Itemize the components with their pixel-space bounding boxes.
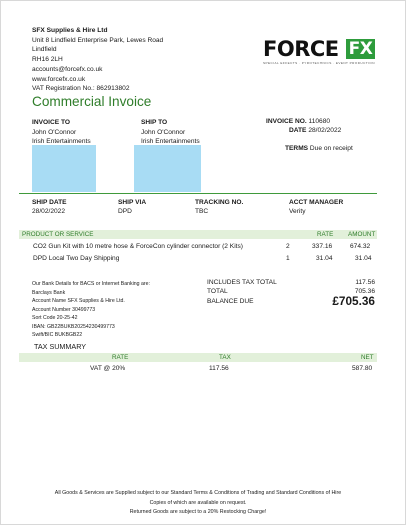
ship-date-label: SHIP DATE	[32, 199, 67, 206]
item-description: CO2 Gun Kit with 10 metre hose & ForceCon cylinder connector (2 Kits)	[33, 243, 243, 250]
company-name: SFX Supplies & Hire Ltd	[32, 27, 108, 34]
bank-line: Sort Code 20-25-42	[32, 315, 78, 321]
ship-to-name: John O'Connor	[141, 128, 186, 136]
terms-label: TERMS	[285, 145, 309, 152]
section-divider	[19, 193, 377, 194]
bank-line: Our Bank Details for BACS or Internet Banking are:	[32, 281, 150, 287]
invoice-title: Commercial Invoice	[32, 94, 152, 109]
terms-value: Due on receipt	[309, 145, 353, 152]
ship-to-redacted-address	[134, 145, 201, 192]
balance-due-label: BALANCE DUE	[207, 298, 254, 305]
items-table-header	[19, 230, 377, 239]
tax-summary-header	[19, 353, 377, 362]
tax-header-tax: TAX	[219, 354, 231, 361]
company-website: www.forcefx.co.uk	[32, 75, 86, 83]
item-amount: 31.04	[355, 255, 372, 262]
tax-amount-value: 117.56	[209, 365, 229, 372]
bank-line: Barclays Bank	[32, 289, 66, 296]
item-rate: 337.16	[312, 243, 333, 250]
company-address-line2: Lindfield	[32, 46, 57, 54]
company-email: accounts@forcefx.co.uk	[32, 65, 103, 73]
item-amount: 674.32	[350, 243, 371, 250]
ship-via-label: SHIP VIA	[118, 199, 147, 206]
tax-net-value: 587.80	[352, 365, 373, 372]
balance-due-value: £705.36	[332, 294, 375, 308]
bank-line: Account Name SFX Supplies & Hire Ltd.	[32, 298, 125, 304]
total-label: TOTAL	[207, 288, 228, 295]
invoice-number	[266, 118, 330, 125]
invoice-number-label: INVOICE NO.	[266, 118, 307, 125]
header-product: PRODUCT OR SERVICE	[22, 231, 94, 238]
totals-block	[207, 279, 377, 311]
item-qty: 2	[286, 243, 290, 250]
company-postcode: RH16 2LH	[32, 56, 63, 64]
invoice-to-redacted-address	[32, 145, 96, 192]
ship-to-block	[141, 118, 200, 147]
item-description: DPD Local Two Day Shipping	[33, 255, 120, 262]
ship-to-label: SHIP TO	[141, 119, 168, 126]
invoice-date-value: 28/02/2022	[308, 127, 342, 134]
includes-tax-value: 117.56	[355, 279, 375, 286]
ship-date-value: 28/02/2022	[32, 208, 66, 215]
total-value: 705.36	[354, 288, 375, 295]
tracking-value: TBC	[195, 208, 209, 215]
footer-line: All Goods & Services are Supplied subject to our Standard Terms & Conditions of Trading and Standard Conditions of Hire	[54, 490, 342, 496]
ship-date	[32, 198, 67, 216]
company-details	[32, 26, 163, 94]
invoice-terms	[285, 145, 353, 152]
bank-details	[32, 280, 150, 340]
includes-tax-label: INCLUDES TAX TOTAL	[207, 279, 277, 286]
ship-to-company: Irish Entertainments	[141, 138, 200, 145]
invoice-to-name: John O'Connor	[32, 128, 77, 136]
bank-line: Swift/BIC BUKBGB22	[32, 332, 83, 338]
invoice-to-block	[32, 118, 91, 147]
includes-tax-row	[207, 279, 377, 288]
item-rate: 31.04	[316, 255, 333, 262]
balance-due-row	[207, 294, 377, 311]
company-vat: VAT Registration No.: 862913802	[32, 85, 130, 93]
tax-header-rate: RATE	[112, 354, 129, 361]
footer-line: Returned Goods are subject to a 20% Restocking Charge!	[129, 509, 267, 516]
tracking-label: TRACKING NO.	[195, 199, 244, 206]
account-manager	[289, 198, 343, 216]
header-rate: RATE	[317, 231, 334, 238]
ship-via-value: DPD	[118, 208, 132, 215]
invoice-date	[289, 127, 341, 134]
forcefx-logo	[263, 39, 375, 67]
tracking-number	[195, 198, 243, 216]
acct-manager-value: Verity	[289, 208, 306, 215]
invoice-number-value: 110680	[308, 118, 331, 125]
header-amount: AMOUNT	[348, 231, 376, 238]
footer-terms	[19, 489, 377, 518]
logo-word: FORCE	[263, 37, 339, 61]
tax-summary-title: TAX SUMMARY	[34, 342, 87, 351]
logo-fx-box: FX	[346, 39, 375, 59]
footer-line: Copies of which are available on request.	[149, 499, 247, 506]
ship-via	[118, 198, 146, 216]
logo-tagline: SPECIAL EFFECTS · PYROTECHNICS · EVENT PRODUCTION	[263, 61, 375, 65]
item-qty: 1	[286, 255, 290, 262]
bank-line: Account Number 30499773	[32, 306, 96, 313]
invoice-to-label: INVOICE TO	[32, 119, 70, 126]
invoice-to-company: Irish Entertainments	[32, 138, 91, 145]
company-address-line1: Unit 8 Lindfield Enterprise Park, Lewes Road	[32, 36, 164, 44]
acct-manager-label: ACCT MANAGER	[289, 199, 344, 206]
tax-header-net: NET	[361, 354, 374, 361]
invoice-date-label: DATE	[289, 127, 307, 134]
tax-rate-value: VAT @ 20%	[90, 365, 126, 372]
bank-line: IBAN: GB22BUKB20254230499773	[32, 323, 115, 330]
